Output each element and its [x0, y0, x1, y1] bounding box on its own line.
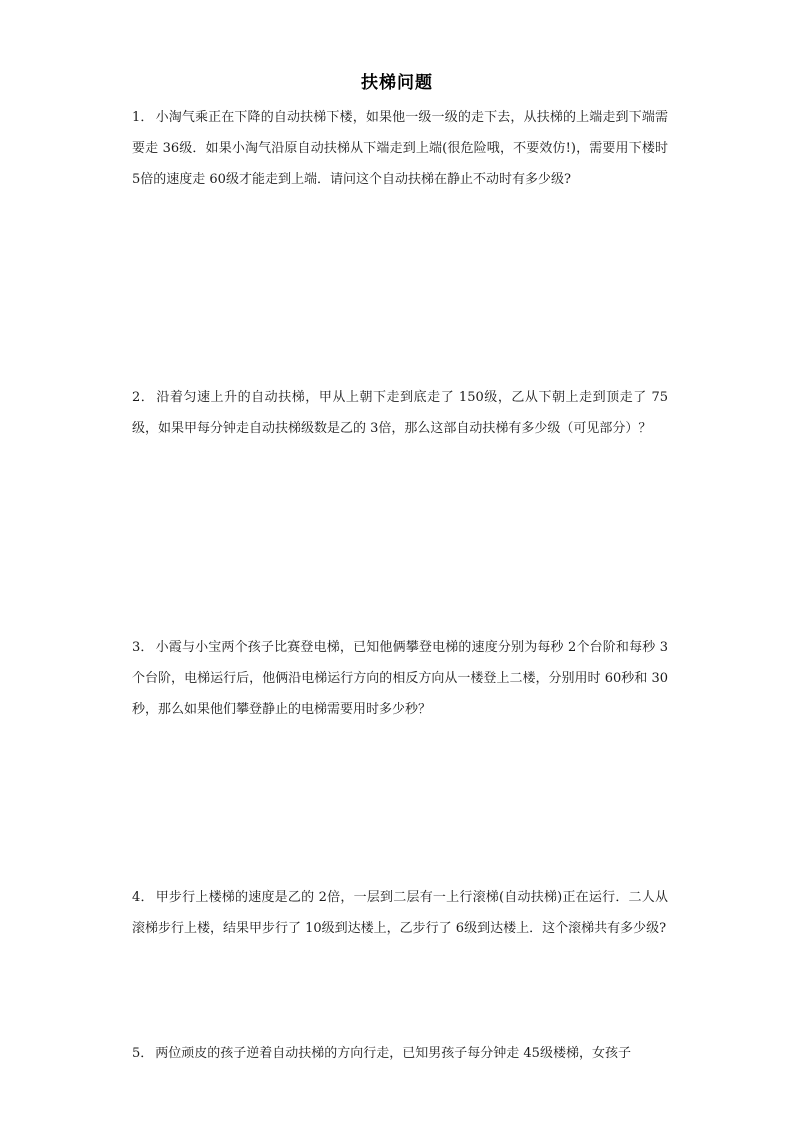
question-number: 4． [132, 890, 154, 905]
question-text: 小淘气乘正在下降的自动扶梯下楼，如果他一级一级的走下去，从扶梯的上端走到下端需要走 36级．如果小淘气沿原自动扶梯从下端走到上端(很危险哦，不要效仿!)，需要用下楼时 5倍的速度走 60级才能走到上端．请问这个自动扶梯在静止不动时有多少级? [132, 110, 668, 187]
question-number: 3． [132, 640, 154, 655]
question-1 [132, 102, 668, 195]
question-text: 沿着匀速上升的自动扶梯，甲从上朝下走到底走了 150级，乙从下朝上走到顶走了 75级，如果甲每分钟走自动扶梯级数是乙的 3倍，那么这部自动扶梯有多少级（可见部分）？ [132, 390, 668, 436]
question-5 [132, 1038, 668, 1069]
page-title: 扶梯问题 [361, 73, 433, 93]
question-text: 甲步行上楼梯的速度是乙的 2倍，一层到二层有一上行滚梯(自动扶梯)正在运行．二人从滚梯步行上楼，结果甲步行了 10级到达楼上，乙步行了 6级到达楼上．这个滚梯共有多少级? [132, 890, 668, 936]
question-number: 2． [132, 390, 155, 405]
question-number: 5． [132, 1046, 154, 1061]
question-number: 1． [132, 110, 154, 125]
question-2 [132, 382, 668, 444]
question-text: 两位顽皮的孩子逆着自动扶梯的方向行走，已知男孩子每分钟走 45级楼梯，女孩子 [155, 1046, 631, 1061]
question-4 [132, 882, 668, 944]
question-3 [132, 632, 668, 725]
question-text: 小霞与小宝两个孩子比赛登电梯，已知他俩攀登电梯的速度分别为每秒 2个台阶和每秒 3个台阶，电梯运行后，他俩沿电梯运行方向的相反方向从一楼登上二楼，分别用时 60秒和 30秒，那么如果他们攀登静止的电梯需要用时多少秒？ [132, 640, 668, 717]
